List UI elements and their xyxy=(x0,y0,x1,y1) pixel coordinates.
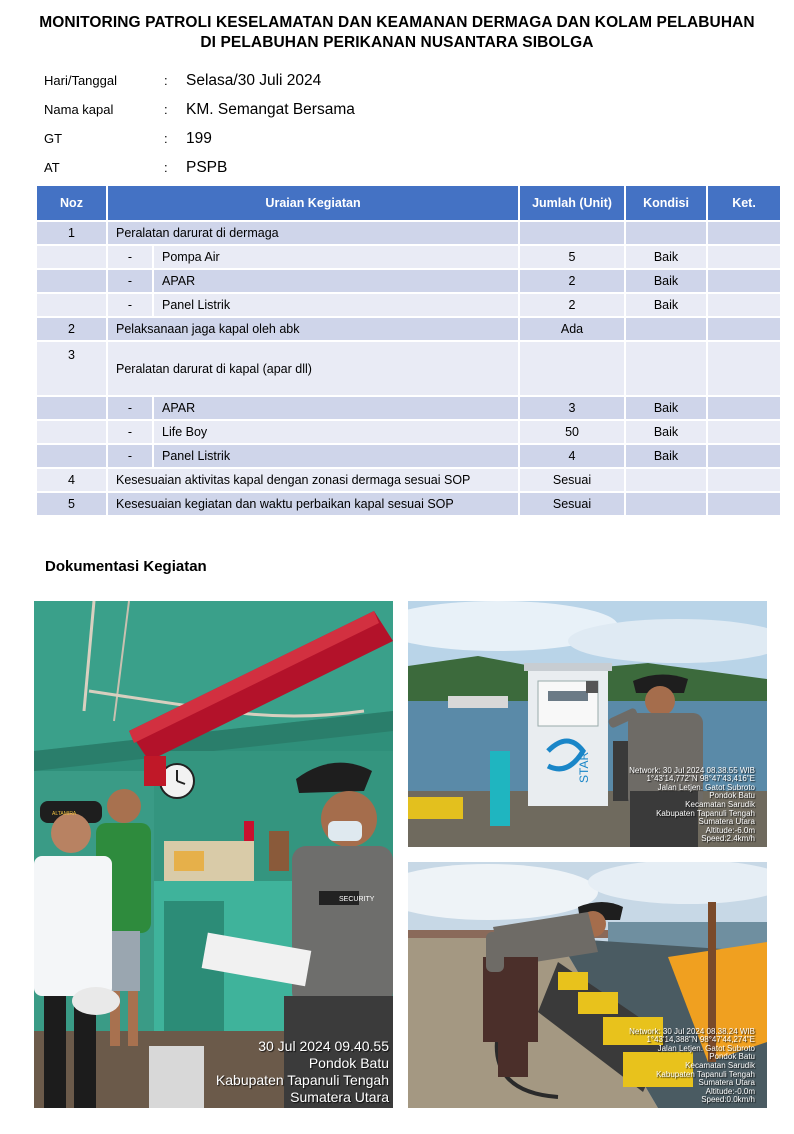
cell-no xyxy=(36,269,107,293)
cell-dash: - xyxy=(107,245,153,269)
info-label: AT xyxy=(44,160,60,175)
photo-timestamp xyxy=(629,767,755,844)
cell-jumlah xyxy=(519,341,625,396)
info-value: KM. Semangat Bersama xyxy=(186,100,355,118)
cell-jumlah xyxy=(519,221,625,245)
cell-no xyxy=(36,396,107,420)
cell-dash: - xyxy=(107,269,153,293)
cell-ket xyxy=(707,468,781,492)
info-colon: : xyxy=(164,102,168,117)
stamp-line: Altitude:-0.0m xyxy=(705,1086,755,1096)
stamp-line: Kabupaten Tapanuli Tengah xyxy=(215,1072,389,1088)
megaphone-icon xyxy=(72,987,120,1015)
photo-fuel-pump xyxy=(408,601,767,847)
cell-ket xyxy=(707,317,781,341)
stamp-line: Pondok Batu xyxy=(709,1052,755,1062)
stamp-line: Sumatera Utara xyxy=(290,1089,389,1105)
cell-no: 5 xyxy=(36,492,107,516)
cell-dash: - xyxy=(107,444,153,468)
cell-text: APAR xyxy=(153,396,519,420)
header-kondisi: Kondisi xyxy=(625,185,707,221)
cell-jumlah: Sesuai xyxy=(519,492,625,516)
stamp-line: 1°43'14,772"N 98°47'43,416"E xyxy=(646,774,755,784)
table-row xyxy=(36,293,781,317)
cell-kondisi: Baik xyxy=(625,293,707,317)
info-label: GT xyxy=(44,131,63,146)
stamp-line: Sumatera Utara xyxy=(698,817,755,827)
cell-dash: - xyxy=(107,420,153,444)
badge-text: SECURITY xyxy=(339,896,375,903)
stamp-line: Network: 30 Jul 2024 08.38.55 WIB xyxy=(629,765,755,775)
info-value: Selasa/30 Juli 2024 xyxy=(186,71,322,89)
title-line-2: DI PELABUHAN PERIKANAN NUSANTARA SIBOLGA xyxy=(200,34,594,51)
stamp-line: Altitude:-6.0m xyxy=(705,825,755,835)
cell-dash: - xyxy=(107,293,153,317)
cell-no: 3 xyxy=(36,341,107,396)
cell-text: Pompa Air xyxy=(153,245,519,269)
info-value: 199 xyxy=(186,129,212,147)
table-row xyxy=(36,341,781,396)
cell-no xyxy=(36,293,107,317)
stamp-line: Kabupaten Tapanuli Tengah xyxy=(656,1069,755,1079)
cell-no: 4 xyxy=(36,468,107,492)
cell-text: Panel Listrik xyxy=(153,444,519,468)
pump-brand-text: STAR xyxy=(577,751,591,783)
activity-table xyxy=(35,184,782,517)
cell-ket xyxy=(707,492,781,516)
table-row xyxy=(36,420,781,444)
cabin-photo-illustration xyxy=(34,601,393,1108)
table-row xyxy=(36,221,781,245)
cell-jumlah: 5 xyxy=(519,245,625,269)
face-mask xyxy=(328,821,362,841)
info-block xyxy=(44,66,355,182)
cell-jumlah: 2 xyxy=(519,269,625,293)
header-uraian: Uraian Kegiatan xyxy=(107,185,519,221)
info-label: Hari/Tanggal xyxy=(44,73,117,88)
cell-text: Peralatan darurat di dermaga xyxy=(107,221,519,245)
documentation-title: Dokumentasi Kegiatan xyxy=(45,558,207,575)
page-title xyxy=(0,13,794,53)
cell-no xyxy=(36,444,107,468)
stamp-line: Speed:2.4km/h xyxy=(701,834,755,844)
cell-no: 2 xyxy=(36,317,107,341)
info-row-date xyxy=(44,66,355,95)
cell-ket xyxy=(707,341,781,396)
table-row xyxy=(36,396,781,420)
photo-timestamp xyxy=(216,1038,389,1106)
cell-jumlah: 50 xyxy=(519,420,625,444)
header-no: Noz xyxy=(36,185,107,221)
info-row-ship-name xyxy=(44,95,355,124)
stamp-line: Network: 30 Jul 2024 08.38.24 WIB xyxy=(629,1026,755,1036)
cell-jumlah: 2 xyxy=(519,293,625,317)
cell-jumlah: Sesuai xyxy=(519,468,625,492)
stamp-line: Kabupaten Tapanuli Tengah xyxy=(656,808,755,818)
stamp-line: Pondok Batu xyxy=(308,1055,389,1071)
table-header-row xyxy=(36,185,781,221)
table-row xyxy=(36,492,781,516)
photo-cabin-inspection xyxy=(34,601,393,1108)
photo-timestamp xyxy=(629,1028,755,1105)
cell-jumlah: Ada xyxy=(519,317,625,341)
table-row xyxy=(36,468,781,492)
info-label: Nama kapal xyxy=(44,102,114,117)
header-jumlah: Jumlah (Unit) xyxy=(519,185,625,221)
cell-text: Pelaksanaan jaga kapal oleh abk xyxy=(107,317,519,341)
info-colon: : xyxy=(164,73,168,88)
info-value: PSPB xyxy=(186,158,228,176)
info-colon: : xyxy=(164,160,168,175)
stamp-line: Speed:0.0km/h xyxy=(701,1095,755,1105)
header-ket: Ket. xyxy=(707,185,781,221)
cell-kondisi: Baik xyxy=(625,269,707,293)
stamp-line: Pondok Batu xyxy=(709,791,755,801)
table-row xyxy=(36,245,781,269)
cell-no xyxy=(36,245,107,269)
cell-ket xyxy=(707,396,781,420)
cell-text: Kesesuaian kegiatan dan waktu perbaikan kapal sesuai SOP xyxy=(107,492,519,516)
cell-kondisi xyxy=(625,317,707,341)
cell-text: APAR xyxy=(153,269,519,293)
info-colon: : xyxy=(164,131,168,146)
info-row-at xyxy=(44,153,355,182)
cell-kondisi xyxy=(625,492,707,516)
yellow-box xyxy=(558,972,588,990)
cell-ket xyxy=(707,444,781,468)
stamp-line: 30 Jul 2024 09.40.55 xyxy=(258,1038,389,1054)
yellow-box xyxy=(578,992,618,1014)
cell-jumlah: 3 xyxy=(519,396,625,420)
cell-ket xyxy=(707,420,781,444)
cell-text: Peralatan darurat di kapal (apar dll) xyxy=(107,341,519,396)
cell-ket xyxy=(707,269,781,293)
cell-jumlah: 4 xyxy=(519,444,625,468)
stamp-line: Kecamatan Sarudik xyxy=(685,1061,755,1071)
cell-text: Kesesuaian aktivitas kapal dengan zonasi dermaga sesuai SOP xyxy=(107,468,519,492)
cell-kondisi: Baik xyxy=(625,245,707,269)
stamp-line: Sumatera Utara xyxy=(698,1078,755,1088)
cell-no: 1 xyxy=(36,221,107,245)
cell-kondisi xyxy=(625,468,707,492)
cap-text: ALTAMIRA xyxy=(52,811,77,817)
cell-no xyxy=(36,420,107,444)
stamp-line: Kecamatan Sarudik xyxy=(685,800,755,810)
cell-kondisi xyxy=(625,341,707,396)
info-row-gt xyxy=(44,124,355,153)
cell-ket xyxy=(707,293,781,317)
table-row xyxy=(36,269,781,293)
table-row xyxy=(36,317,781,341)
cell-kondisi: Baik xyxy=(625,420,707,444)
photo-dock-inspection xyxy=(408,862,767,1108)
stamp-line: 1°43'14,388"N 98°47'44,274"E xyxy=(646,1035,755,1045)
cell-dash: - xyxy=(107,396,153,420)
cell-ket xyxy=(707,245,781,269)
cell-kondisi: Baik xyxy=(625,396,707,420)
cell-kondisi: Baik xyxy=(625,444,707,468)
stamp-line: Jalan Letjen. Gatot Subroto xyxy=(657,782,755,792)
cell-ket xyxy=(707,221,781,245)
title-line-1: MONITORING PATROLI KESELAMATAN DAN KEAMANAN DERMAGA DAN KOLAM PELABUHAN xyxy=(39,14,755,31)
stamp-line: Jalan Letjen. Gatot Subroto xyxy=(657,1043,755,1053)
cell-text: Life Boy xyxy=(153,420,519,444)
cell-text: Panel Listrik xyxy=(153,293,519,317)
cell-kondisi xyxy=(625,221,707,245)
table-row xyxy=(36,444,781,468)
